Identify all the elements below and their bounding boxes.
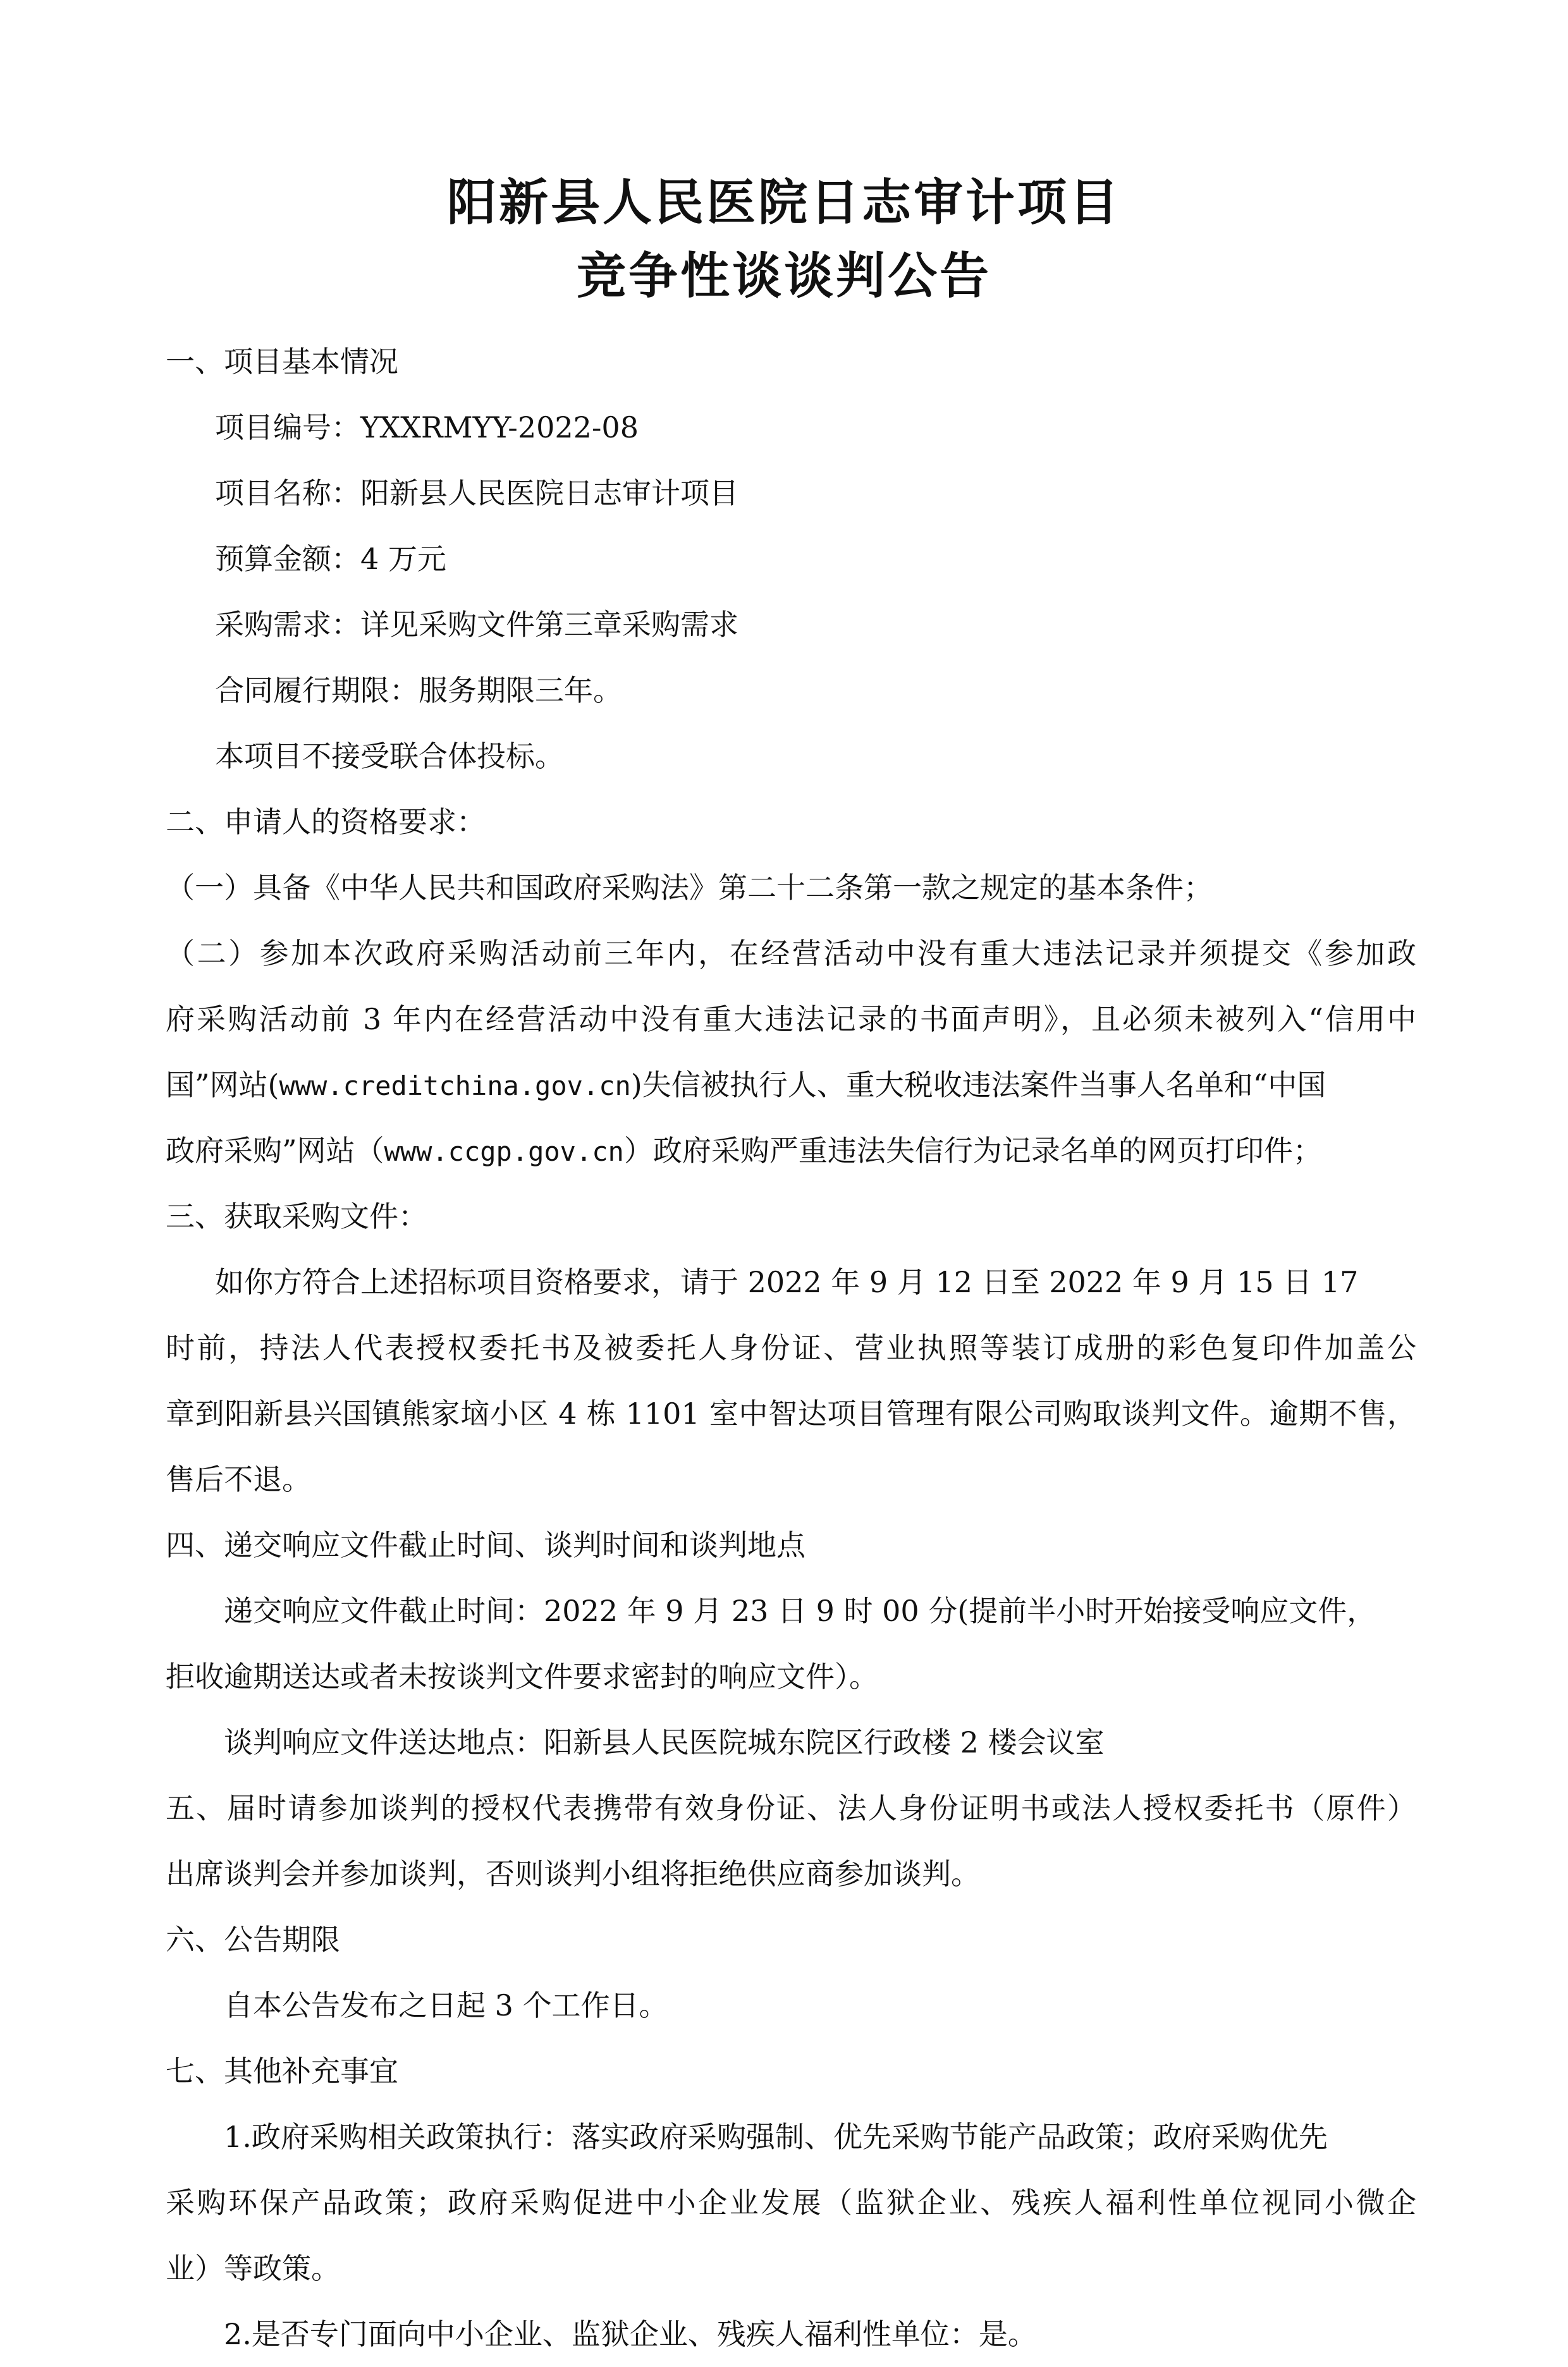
ccgp-url: www.ccgp.gov.cn [384,1136,624,1167]
qualification-item-1: （一）具备《中华人民共和国政府采购法》第二十二条第一款之规定的基本条件； [166,871,1213,905]
contract-period: 合同履行期限：服务期限三年。 [215,673,622,707]
project-name: 项目名称：阳新县人民医院日志审计项目 [215,476,738,510]
text-fragment: )失信被执行人、重大税收违法案件当事人名单和“中国 [630,1068,1326,1102]
policy-line-3: 业）等政策。 [166,2251,340,2285]
budget-amount: 预算金额：4 万元 [215,542,446,576]
creditchina-url: www.creditchina.gov.cn [279,1070,631,1101]
procurement-requirement: 采购需求：详见采购文件第三章采购需求 [215,608,738,642]
deadline-line-2: 拒收逾期送达或者未按谈判文件要求密封的响应文件）。 [166,1660,878,1694]
deadline-line-1: 递交响应文件截止时间：2022 年 9 月 23 日 9 时 00 分(提前半小时开始接受响应文件， [224,1594,1376,1628]
obtain-docs-line-1: 如你方符合上述招标项目资格要求，请于 2022 年 9 月 12 日至 2022 年 9 月 15 日 17 [215,1265,1359,1299]
section-2-heading: 二、申请人的资格要求： [166,805,486,839]
qualification-item-2-line-3 [166,1052,1416,1118]
document-title-line1: 阳新县人民医院日志审计项目 [446,174,1121,231]
policy-line-2: 采购环保产品政策；政府采购促进中小企业发展（监狱企业、残疾人福利性单位视同小微企 [166,2186,1416,2220]
document-title-line2: 竞争性谈谈判公告 [576,248,991,305]
text-fragment: 政府采购”网站（ [166,1134,384,1168]
project-number: 项目编号：YXXRMYY-2022-08 [215,410,639,444]
section-5-line-1: 五、届时请参加谈判的授权代表携带有效身份证、法人身份证明书或法人授权委托书（原件） [166,1791,1416,1825]
section-7-heading: 七、其他补充事宜 [166,2054,398,2088]
obtain-docs-line-2: 时前，持法人代表授权委托书及被委托人身份证、营业执照等装订成册的彩色复印件加盖公 [166,1331,1416,1365]
text-fragment: 国”网站( [166,1068,279,1102]
sme-dedicated-line: 2.是否专门面向中小企业、监狱企业、残疾人福利性单位：是。 [224,2317,1037,2351]
policy-line-1: 1.政府采购相关政策执行：落实政府采购强制、优先采购节能产品政策；政府采购优先 [224,2120,1328,2154]
section-5-line-2: 出席谈判会并参加谈判，否则谈判小组将拒绝供应商参加谈判。 [166,1857,980,1891]
section-1-heading: 一、项目基本情况 [166,345,398,379]
qualification-item-2-line-1: （二）参加本次政府采购活动前三年内，在经营活动中没有重大违法记录并须提交《参加政 [166,936,1416,970]
qualification-item-2-line-2: 府采购活动前 3 年内在经营活动中没有重大违法记录的书面声明》，且必须未被列入“信用中 [166,1002,1416,1036]
qualification-item-2-line-4 [166,1118,1416,1184]
obtain-docs-line-3: 章到阳新县兴国镇熊家垴小区 4 栋 1101 室中智达项目管理有限公司购取谈判文件。逾期不售， [166,1397,1416,1431]
section-3-heading: 三、获取采购文件： [166,1199,427,1233]
section-4-heading: 四、递交响应文件截止时间、谈判时间和谈判地点 [166,1528,805,1562]
text-fragment: ）政府采购严重违法失信行为记录名单的网页打印件； [623,1134,1322,1168]
consortium-note: 本项目不接受联合体投标。 [215,739,564,773]
document-body [166,329,1416,2367]
section-6-heading: 六、公告期限 [166,1923,340,1957]
delivery-location: 谈判响应文件送达地点：阳新县人民医院城东院区行政楼 2 楼会议室 [224,1725,1105,1759]
announcement-period: 自本公告发布之日起 3 个工作日。 [224,1988,668,2022]
obtain-docs-line-4: 售后不退。 [166,1462,311,1496]
